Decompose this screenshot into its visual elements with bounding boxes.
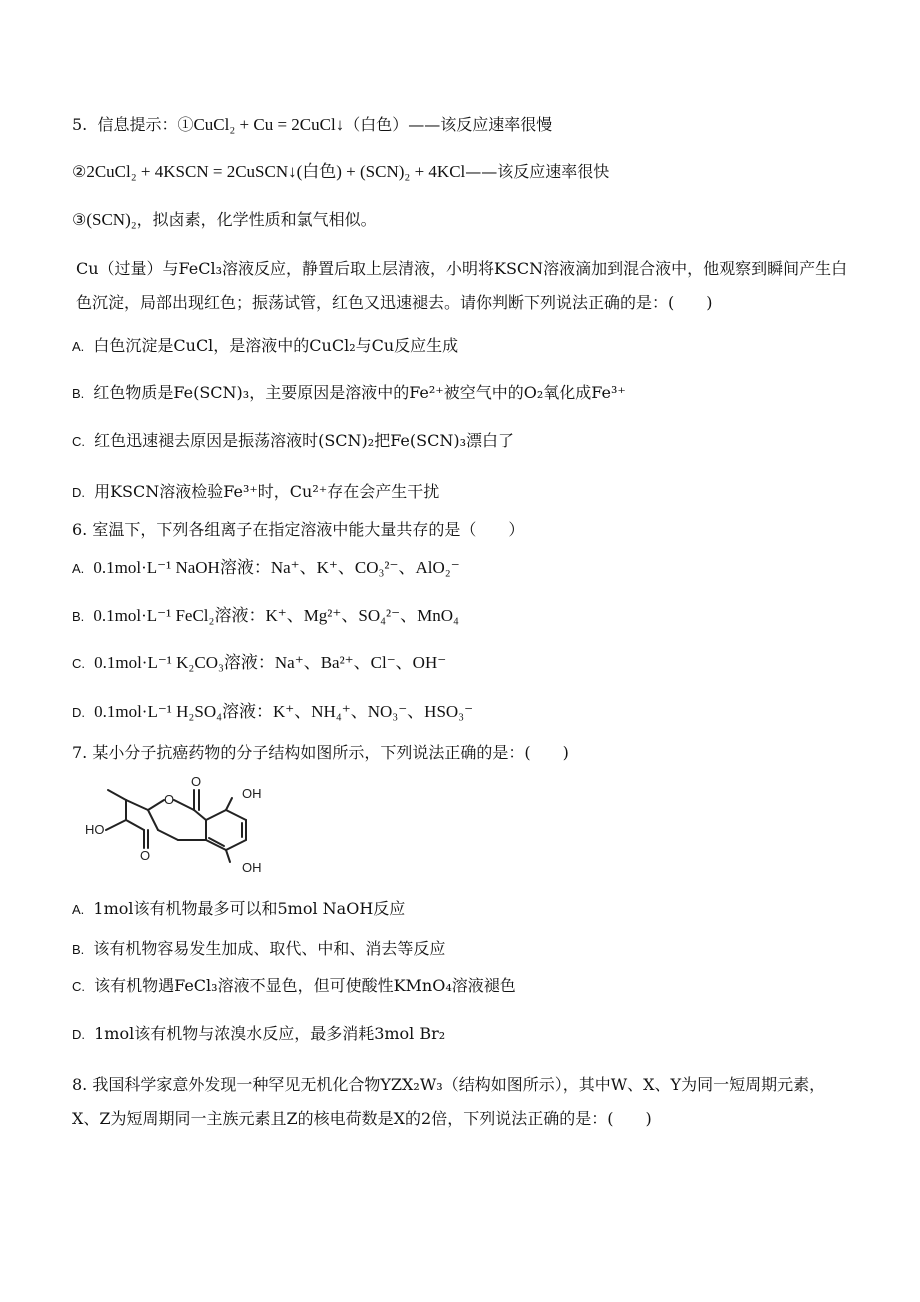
q5-hint-label: 信息提示： (97, 115, 178, 134)
q5-number: 5. (72, 115, 88, 134)
option-label: D. (72, 485, 85, 500)
option-text: 该有机物遇FeCl₃溶液不显色，但可使酸性KMnO₄溶液褪色 (94, 976, 516, 995)
q5-hint-line-1 (72, 113, 552, 137)
option-label: A. (72, 339, 85, 354)
option-label: A. (72, 561, 85, 576)
option-text: 红色迅速褪去原因是振荡溶液时(SCN)₂把Fe(SCN)₃漂白了 (94, 431, 514, 450)
bond (106, 820, 126, 830)
q6-option-a (72, 556, 460, 581)
q6-option-d (72, 700, 473, 725)
option-label: D. (72, 1027, 85, 1042)
carbonyl-o-label: O (191, 776, 202, 789)
option-label: B. (72, 609, 85, 624)
option-text: 0.1mol·L⁻¹ K₂CO₃溶液：Na⁺、Ba²⁺、Cl⁻、OH⁻ (94, 653, 447, 672)
acid-o-label: O (140, 848, 151, 863)
option-text: 0.1mol·L⁻¹ FeCl₂溶液：K⁺、Mg²⁺、SO₄²⁻、MnO₄ (93, 606, 459, 625)
q7-option-a (72, 897, 405, 922)
q7-option-b (72, 937, 445, 962)
q5-scn2-formula: (SCN)₂ (86, 210, 137, 229)
option-label: C. (72, 979, 85, 994)
option-text: 0.1mol·L⁻¹ NaOH溶液：Na⁺、K⁺、CO₃²⁻、AlO₂⁻ (93, 558, 460, 577)
option-text: 0.1mol·L⁻¹ H₂SO₄溶液：K⁺、NH₄⁺、NO₃⁻、HSO₃⁻ (94, 702, 474, 721)
bond (226, 850, 230, 862)
bond (148, 810, 158, 830)
q5-reaction-1: CuCl₂ + Cu = 2CuCl↓ (193, 115, 345, 134)
q5-scn2-desc: ，拟卤素，化学性质和氯气相似。 (136, 210, 377, 229)
option-label: C. (72, 434, 85, 449)
q8-stem: 8. 我国科学家意外发现一种罕见无机化合物YZX₂W₃（结构如图所示），其中W、X、Y为同一短周期元素，X、Z为短周期同一主族元素且Z的核电荷数是X的2倍，下列说法正确的是：( ) (72, 1075, 826, 1128)
option-text: 用KSCN溶液检验Fe³⁺时，Cu²⁺存在会产生干扰 (94, 482, 440, 501)
option-text: 该有机物容易发生加成、取代、中和、消去等反应 (93, 939, 446, 958)
bond (126, 800, 148, 810)
bond (226, 810, 246, 820)
q5-marker-3: ③ (72, 210, 87, 229)
option-label: B. (72, 386, 85, 401)
bond (126, 820, 144, 830)
q7-stem: 7. 某小分子抗癌药物的分子结构如图所示，下列说法正确的是：( ) (72, 743, 569, 762)
option-label: D. (72, 705, 85, 720)
q6-option-c (72, 651, 446, 676)
q6-option-b (72, 604, 459, 629)
q7-option-c (72, 974, 516, 999)
q5-note-2: ——该反应速率很快 (465, 162, 610, 181)
bond (174, 800, 194, 810)
q5-marker-1: ① (177, 115, 194, 134)
bond (226, 840, 246, 850)
bond (206, 810, 226, 820)
bond (148, 800, 164, 810)
q5-option-a (72, 334, 458, 359)
bond (194, 810, 206, 820)
q5-stem: Cu（过量）与FeCl₃溶液反应，静置后取上层清液，小明将KSCN溶液滴加到混合液中，他观察到瞬间产生白色沉淀，局部出现红色；振荡试管，红色又迅速褪去。请你判断下列说法正确的是：( ) (76, 259, 848, 312)
q5-hint-line-2 (72, 160, 609, 184)
option-text: 1mol该有机物与浓溴水反应，最多消耗3mol Br₂ (94, 1024, 446, 1043)
q5-option-d (72, 480, 439, 505)
q5-marker-2: ② (72, 162, 87, 181)
oh-bottom-label: OH (242, 860, 262, 875)
ring-o-label: O (164, 792, 175, 807)
ho-label: HO (85, 822, 105, 837)
bond (226, 798, 232, 810)
q7-option-d (72, 1022, 445, 1047)
option-text: 红色物质是Fe(SCN)₃，主要原因是溶液中的Fe²⁺被空气中的O₂氧化成Fe³⁺ (93, 383, 626, 402)
option-text: 1mol该有机物最多可以和5mol NaOH反应 (93, 899, 406, 918)
oh-top-label: OH (242, 786, 262, 801)
q5-option-c (72, 429, 514, 454)
q5-option-b (72, 381, 626, 406)
molecule-structure (82, 776, 282, 880)
option-text: 白色沉淀是CuCl，是溶液中的CuCl₂与Cu反应生成 (93, 336, 459, 355)
q6-stem: 6. 室温下，下列各组离子在指定溶液中能大量共存的是（ ） (72, 520, 525, 539)
q5-reaction-2: 2CuCl₂ + 4KSCN = 2CuSCN↓(白色) + (SCN)₂ + 4KCl (86, 162, 466, 181)
bond (158, 830, 178, 840)
q5-note-1: （白色）——该反应速率很慢 (344, 115, 553, 134)
bond (108, 790, 126, 800)
q5-hint-line-3 (72, 208, 377, 232)
option-label: B. (72, 942, 85, 957)
option-label: A. (72, 902, 85, 917)
option-label: C. (72, 656, 85, 671)
